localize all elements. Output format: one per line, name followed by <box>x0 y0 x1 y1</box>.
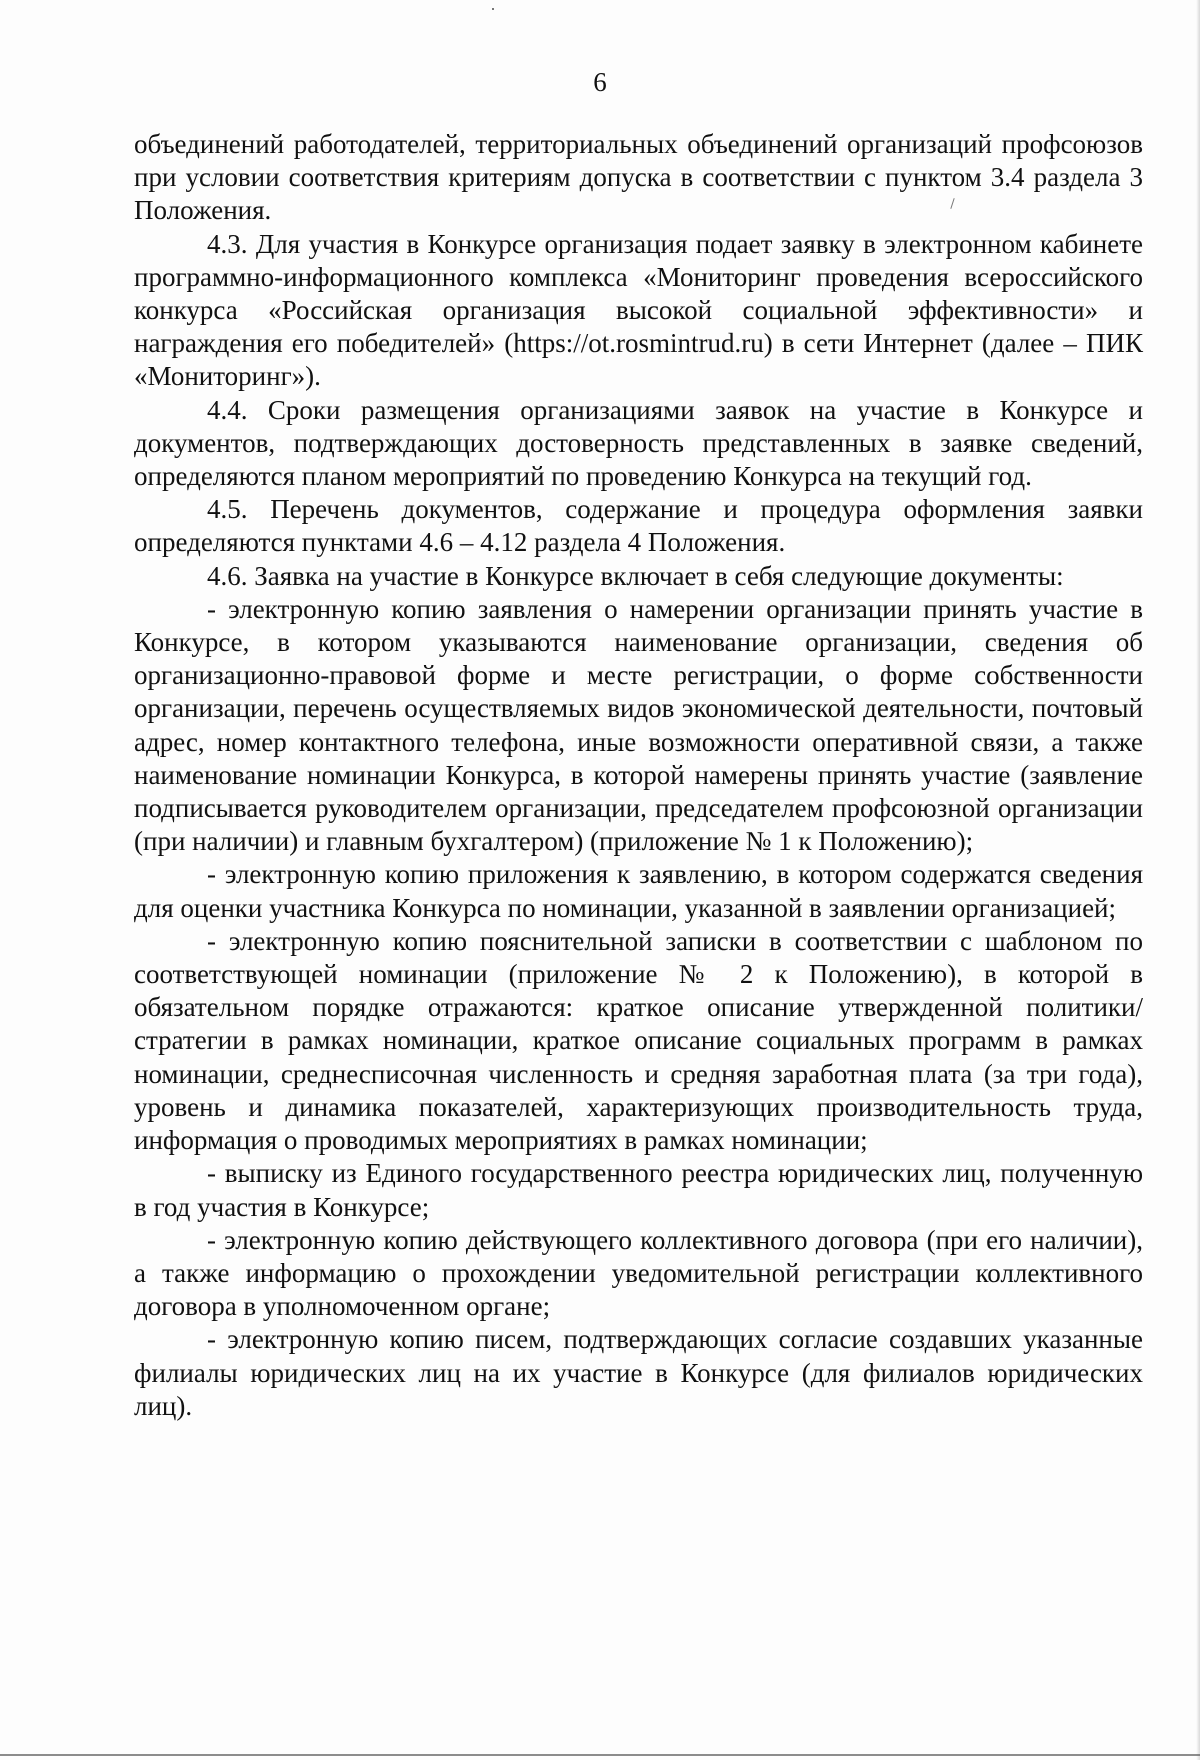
document-body <box>134 128 1143 1423</box>
list-item-registry-extract: - выписку из Единого государственного реестра юридических лиц, полученную в год участия в Конкурсе; <box>134 1158 1143 1222</box>
list-item-explanatory-note: - электронную копию пояснительной записки в соответствии с шаблоном по соответствующей номинации (приложение № 2 к Положению), в которой в обязательном порядке отражаются: краткое описание утвержденной политики/стратегии в рамках номинации, краткое описание социальных программ в рамках номинации, среднесписочная численность и средняя заработная плата (за три года), уровень и динамика показателей, характеризующих производительность труда, информация о проводимых мероприятиях в рамках номинации; <box>134 925 1143 1156</box>
paragraph-4-6: 4.6. Заявка на участие в Конкурсе включает в себя следующие документы: <box>207 560 1064 591</box>
paragraph-continuation: объединений работодателей, территориальных объединений организаций профсоюзов при условии соответствия критериям допуска в соответствии с пунктом 3.4 раздела 3 Положения. <box>134 129 1143 226</box>
list-item-collective-agreement: - электронную копию действующего коллективного договора (при его наличии), а также информацию о прохождении уведомительной регистрации коллективного договора в уполномоченном органе; <box>134 1224 1143 1322</box>
scan-bottom-edge <box>0 1754 1200 1756</box>
page-number: 6 <box>593 67 607 97</box>
paragraph-4-4: 4.4. Сроки размещения организациями заявок на участие в Конкурсе и документов, подтверждающих достоверность представленных в заявке сведений, определяются планом мероприятий по проведению Конкурса на текущий год. <box>134 394 1143 492</box>
list-item-branch-letters: - электронную копию писем, подтверждающих согласие создавших указанные филиалы юридических лиц на их участие в Конкурсе (для филиалов юридических лиц). <box>134 1324 1143 1421</box>
scan-speck <box>492 8 494 10</box>
list-item-appendix: - электронную копию приложения к заявлению, в котором содержатся сведения для оценки участника Конкурса по номинации, указанной в заявлении организацией; <box>134 859 1143 923</box>
page-edge-shadow <box>1196 0 1200 1760</box>
paragraph-4-5: 4.5. Перечень документов, содержание и процедура оформления заявки определяются пунктами 4.6 – 4.12 раздела 4 Положения. <box>134 494 1143 558</box>
paragraph-4-3: 4.3. Для участия в Конкурсе организация подает заявку в электронном кабинете программно-информационного комплекса «Мониторинг проведения всероссийского конкурса «Российская организация высокой социальной эффективности» и награждения его победителей» (https://ot.rosmintrud.ru) в сети Интернет (далее – ПИК «Мониторинг»). <box>134 228 1143 392</box>
list-item-application: - электронную копию заявления о намерении организации принять участие в Конкурсе, в котором указываются наименование организации, сведения об организационно-правовой форме и месте регистрации, о форме собственности организации, перечень осуществляемых видов экономической деятельности, почтовый адрес, номер контактного телефона, иные возможности оперативной связи, а также наименование номинации Конкурса, в которой намерены принять участие (заявление подписывается руководителем организации, председателем профсоюзной организации (при наличии) и главным бухгалтером) (приложение № 1 к Положению); <box>134 593 1143 857</box>
